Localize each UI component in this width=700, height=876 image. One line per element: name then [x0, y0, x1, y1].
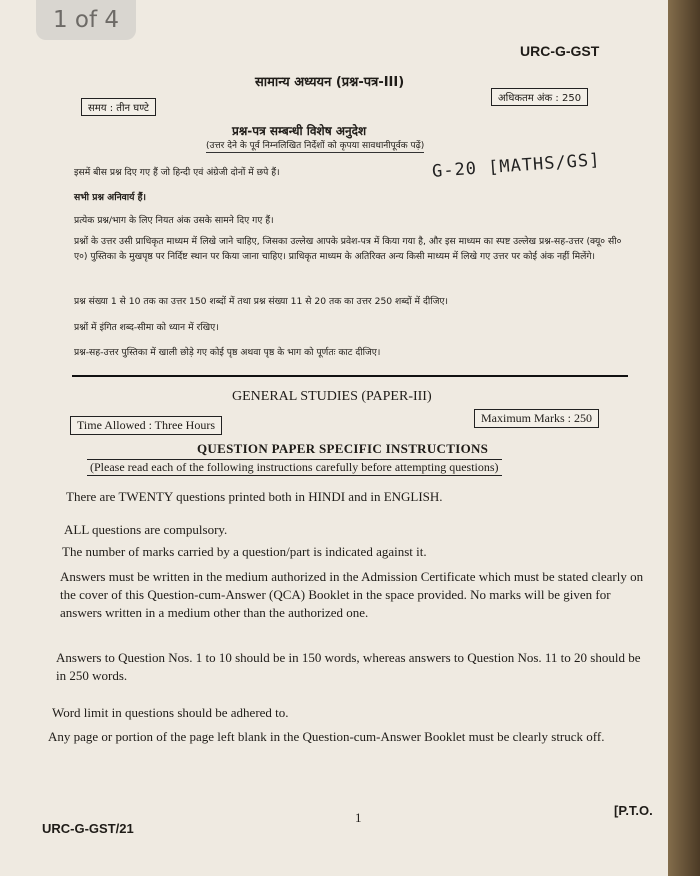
english-max-marks-box: Maximum Marks : 250 [474, 409, 599, 428]
hindi-instruction: सभी प्रश्न अनिवार्य हैं। [74, 192, 147, 203]
hindi-max-marks-box: अधिकतम अंक : 250 [491, 88, 588, 106]
paper-code-bottom: URC-G-GST/21 [42, 821, 134, 836]
hindi-time-box: समय : तीन घण्टे [81, 98, 156, 116]
section-divider [72, 375, 628, 377]
background-surface [664, 0, 700, 876]
hindi-instruction: प्रश्न संख्या 1 से 10 तक का उत्तर 150 शब्दों में तथा प्रश्न संख्या 11 से 20 तक का उत्तर 250 शब्दों में दीजिए। [74, 296, 448, 307]
english-instruction: Any page or portion of the page left blank in the Question-cum-Answer Booklet must be clearly struck off. [48, 729, 605, 744]
english-instruction: ALL questions are compulsory. [64, 522, 228, 537]
hindi-subtitle: प्रश्न-पत्र सम्बन्धी विशेष अनुदेश [232, 124, 367, 138]
english-time-box: Time Allowed : Three Hours [70, 416, 222, 435]
english-instruction: Answers to Question Nos. 1 to 10 should be in 150 words, whereas answers to Question Nos. 11 to 20 should be in 250 words. [56, 650, 641, 683]
page-number: 1 [355, 810, 362, 825]
hindi-read-note: (उत्तर देने के पूर्व निम्नलिखित निर्देशों को कृपया सावधानीपूर्वक पढ़ें) [206, 138, 424, 153]
english-read-note: (Please read each of the following instructions carefully before attempting questions) [87, 459, 502, 476]
hindi-instruction: प्रश्न-सह-उत्तर पुस्तिका में खाली छोड़े गए कोई पृष्ठ अथवा पृष्ठ के भाग को पूर्णतः काट दीजिए। [74, 347, 381, 358]
handwritten-note: G-20 [MATHS/GS] [431, 150, 602, 182]
pto-label: [P.T.O. [614, 803, 653, 818]
paper-code-top: URC-G-GST [520, 43, 600, 59]
hindi-instruction: प्रत्येक प्रश्न/भाग के लिए नियत अंक उसके सामने दिए गए हैं। [74, 215, 274, 226]
english-instruction: The number of marks carried by a question/part is indicated against it. [62, 544, 427, 559]
english-instruction: Word limit in questions should be adhered to. [52, 705, 289, 720]
english-subtitle: QUESTION PAPER SPECIFIC INSTRUCTIONS [197, 441, 489, 456]
hindi-instruction: प्रश्नों के उत्तर उसी प्राधिकृत माध्यम में लिखे जाने चाहिए, जिसका उल्लेख आपके प्रवेश-पत्र में किया गया है, और इस माध्यम का स्पष्ट उल्लेख प्रश्न-सह-उत्तर (क्यू० सी० ए०) पुस्तिका के मुखपृष्ठ पर निर्दिष्ट स्थान पर किया जाना चाहिए। प्राधिकृत माध्यम के अतिरिक्त अन्य किसी माध्यम में लिखे गए उत्तर पर कोई अंक नहीं मिलेंगे। [74, 236, 622, 262]
page-indicator: 1 of 4 [36, 0, 136, 40]
english-instruction: There are TWENTY questions printed both in HINDI and in ENGLISH. [66, 489, 443, 504]
hindi-instruction: प्रश्नों में इंगित शब्द-सीमा को ध्यान में रखिए। [74, 322, 219, 333]
hindi-instruction: इसमें बीस प्रश्न दिए गए हैं जो हिन्दी एवं अंग्रेजी दोनों में छपे हैं। [74, 167, 280, 178]
english-title: GENERAL STUDIES (PAPER-III) [232, 389, 432, 404]
english-instruction: Answers must be written in the medium authorized in the Admission Certificate which must be stated clearly on the cover of this Question-cum-Answer (QCA) Booklet in the space provided. No marks will be given for answers written in a medium other than the authorized one. [60, 569, 644, 620]
hindi-title: सामान्य अध्ययन (प्रश्न-पत्र-III) [255, 75, 405, 90]
